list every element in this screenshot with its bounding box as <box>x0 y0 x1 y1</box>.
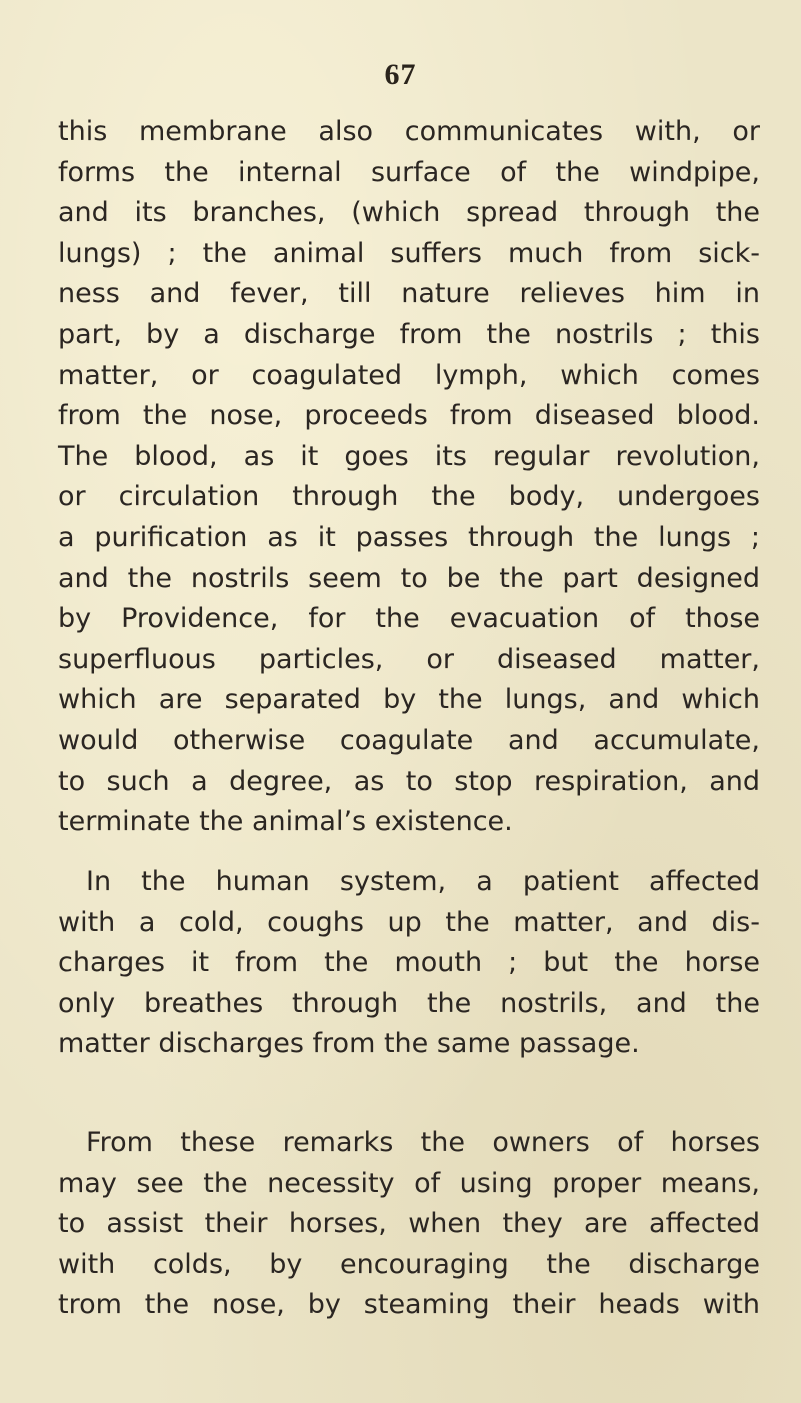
paragraph-1 <box>58 112 760 843</box>
text-line: which are separated by the lungs, and which <box>58 684 760 716</box>
text-line: From these remarks the owners of horses <box>86 1127 760 1158</box>
text-line: a purification as it passes through the lungs ; <box>58 521 760 553</box>
page-number: 67 <box>384 58 417 91</box>
text-line: with a cold, coughs up the matter, and dis- <box>58 906 760 938</box>
text-line: and the nostrils seem to be the part designed <box>58 562 760 594</box>
text-line: charges it from the mouth ; but the horse <box>58 947 760 979</box>
text-line: lungs) ; the animal suffers much from sick- <box>58 237 760 269</box>
text-line: matter discharges from the same passage. <box>58 1028 640 1060</box>
paragraph-2 <box>58 862 760 1065</box>
text-line: may see the necessity of using proper means, <box>58 1167 760 1199</box>
text-line: In the human system, a patient affected <box>86 866 760 897</box>
text-line: forms the internal surface of the windpipe, <box>58 156 760 188</box>
text-line: superfluous particles, or diseased matter, <box>58 643 760 675</box>
text-line: by Providence, for the evacuation of those <box>58 603 760 635</box>
text-line: to assist their horses, when they are affected <box>58 1208 760 1240</box>
text-line: and its branches, (which spread through the <box>58 197 760 229</box>
text-line: this membrane also communicates with, or <box>58 116 760 147</box>
text-line: terminate the animal’s existence. <box>58 806 513 838</box>
text-line: or circulation through the body, undergoes <box>58 481 760 513</box>
text-line: would otherwise coagulate and accumulate, <box>58 724 760 756</box>
text-line: The blood, as it goes its regular revolution, <box>58 440 760 472</box>
text-line: with colds, by encouraging the discharge <box>58 1248 760 1280</box>
text-line: from the nose, proceeds from diseased blood. <box>58 400 760 432</box>
text-line: part, by a discharge from the nostrils ; this <box>58 318 760 350</box>
text-line: trom the nose, by steaming their heads with <box>58 1289 760 1321</box>
text-line: matter, or coagulated lymph, which comes <box>58 359 760 391</box>
text-line: only breathes through the nostrils, and the <box>58 987 760 1019</box>
paragraph-3 <box>58 1123 760 1326</box>
text-line: ness and fever, till nature relieves him in <box>58 278 760 310</box>
text-line: to such a degree, as to stop respiration, and <box>58 765 760 797</box>
